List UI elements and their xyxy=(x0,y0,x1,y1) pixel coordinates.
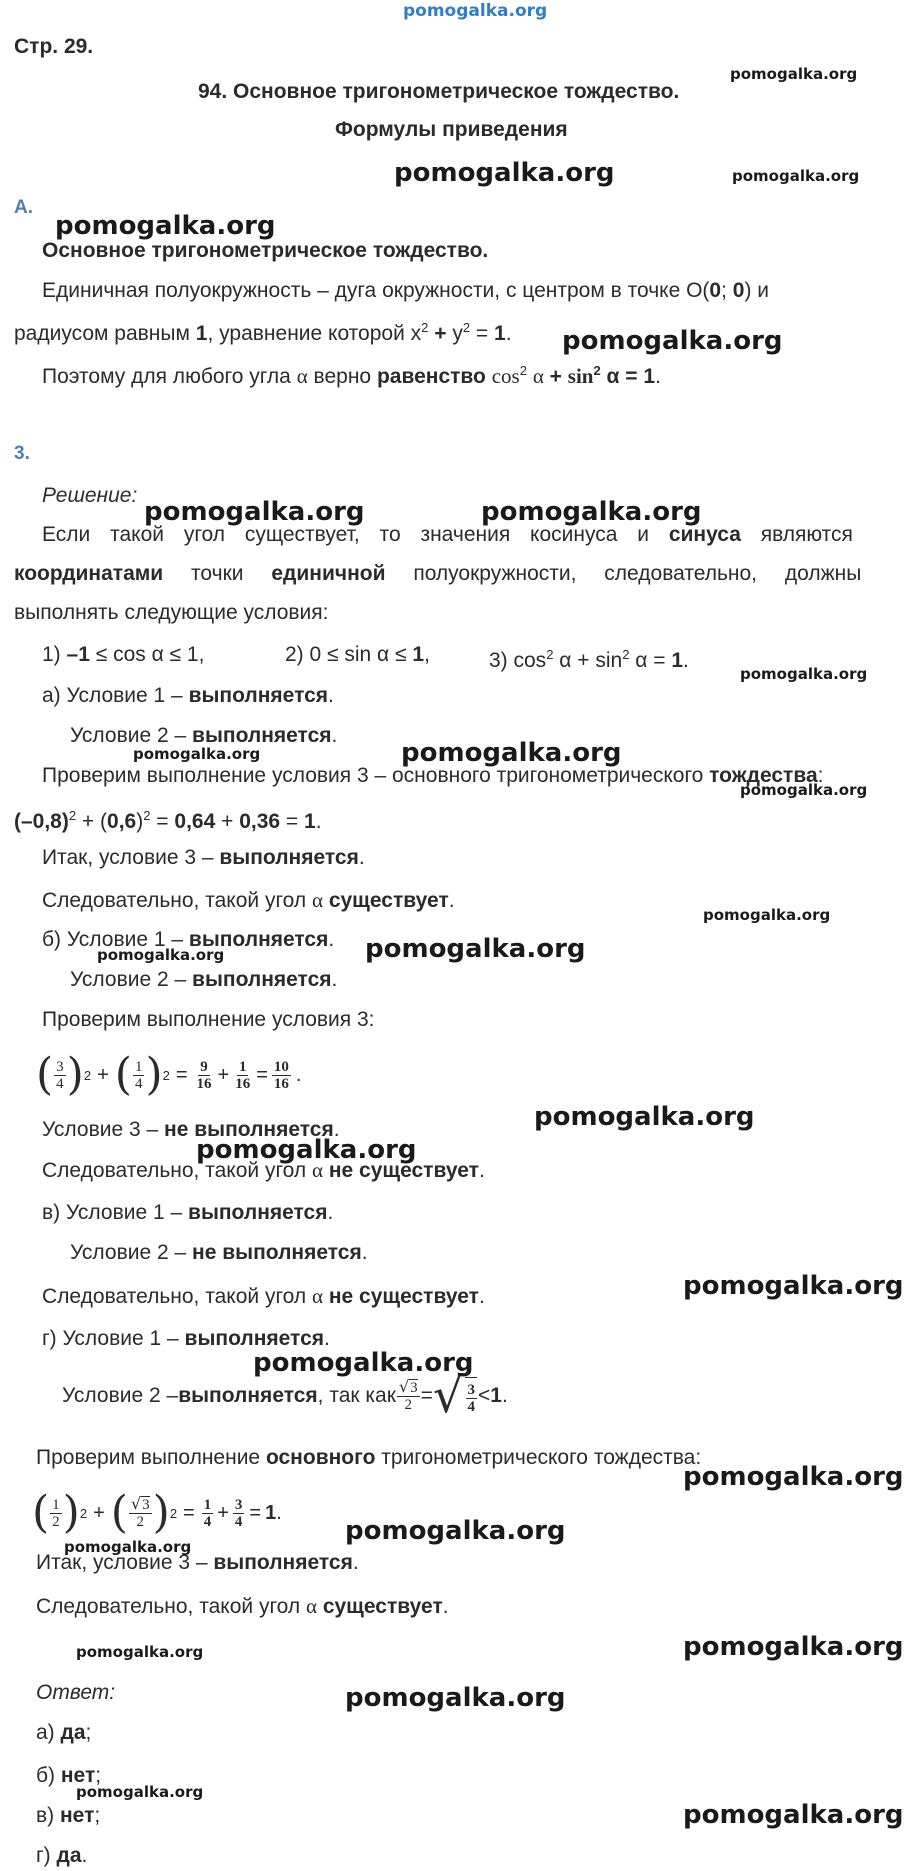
paragraph-equation: радиусом равным 1, уравнение которой $х^2 + у^2 = 1$. xyxy=(14,320,512,345)
case-g-cond3: Итак, условие 3 – выполняется. xyxy=(36,1551,359,1574)
case-g-cond2: Условие 2 – выполняется , так как $\frac{√3}{2}$ = √ $\frac{3}{4}$ < 1 . xyxy=(62,1368,508,1424)
section-a-heading: Основное тригонометрическое тождество. xyxy=(42,239,489,262)
watermark: pomogalka.org xyxy=(365,934,586,964)
watermark: pomogalka.org xyxy=(76,1783,204,1801)
intro-line-1: Если такой угол существует, то значения косинуса и синуса являются xyxy=(42,523,853,546)
intro-line-3: выполнять следующие условия: xyxy=(14,601,329,624)
answer-label: Ответ: xyxy=(36,1681,116,1704)
watermark: pomogalka.org xyxy=(534,1102,755,1132)
watermark: pomogalka.org xyxy=(345,1516,566,1546)
condition-2: 2) 0 ≤ sin α ≤ 1, xyxy=(285,643,430,666)
case-b-check: Проверим выполнение условия 3: xyxy=(42,1008,375,1031)
case-g-check: Проверим выполнение основного тригонометрического тождества: xyxy=(36,1446,702,1469)
watermark: pomogalka.org xyxy=(683,1632,904,1662)
watermark: pomogalka.org xyxy=(144,497,365,527)
case-v-cond2: Условие 2 – не выполняется. xyxy=(70,1241,368,1264)
watermark: pomogalka.org xyxy=(394,158,615,188)
section-3-label: 3. xyxy=(14,443,30,464)
watermark: pomogalka.org xyxy=(683,1271,904,1301)
case-a-check: Проверим выполнение условия 3 – основного тригонометрического тождества: xyxy=(42,764,824,787)
page-number: Стр. 29. xyxy=(14,35,94,58)
watermark: pomogalka.org xyxy=(481,497,702,527)
watermark: pomogalka.org xyxy=(740,665,868,683)
answer-g: г) да. xyxy=(36,1844,88,1867)
watermark: pomogalka.org xyxy=(64,1538,192,1556)
case-b-cond3: Условие 3 – не выполняется. xyxy=(42,1118,340,1141)
case-a-calculation: $(-0,8)^2 + (0,6)^2 = 0,64 + 0,36 = 1$. xyxy=(14,808,322,833)
page-title: 94. Основное тригонометрическое тождество. xyxy=(198,80,680,103)
section-a-label: А. xyxy=(14,197,33,218)
case-a-conclusion: Следовательно, такой угол α существует. xyxy=(42,888,455,912)
watermark: pomogalka.org xyxy=(740,781,868,799)
watermark: pomogalka.org xyxy=(97,946,225,964)
case-a-cond2: Условие 2 – выполняется. xyxy=(70,724,338,747)
watermark: pomogalka.org xyxy=(55,211,276,241)
case-a-cond3: Итак, условие 3 – выполняется. xyxy=(42,846,365,869)
paragraph-unit-circle xyxy=(42,278,914,304)
top-watermark: pomogalka.org xyxy=(403,1,548,21)
case-g-formula: ( $\frac{1}{2}$ ) 2 + ( $\frac{√3}{2}$ ) 2 = $\frac{1}{4}$ + $\frac{3}{4}$ = 1 . xyxy=(32,1487,282,1538)
case-v-cond1: в) Условие 1 – выполняется. xyxy=(42,1201,334,1224)
case-g-cond1: г) Условие 1 – выполняется. xyxy=(42,1327,330,1350)
case-b-cond2: Условие 2 – выполняется. xyxy=(70,968,338,991)
case-v-conclusion: Следовательно, такой угол α не существует. xyxy=(42,1284,485,1308)
condition-1: 1) –1 ≤ cos α ≤ 1, xyxy=(42,643,205,666)
p1-text: Единичная полуокружность – дуга окружности, с центром в точке О(0; 0) и xyxy=(42,279,770,302)
watermark: pomogalka.org xyxy=(401,738,622,768)
watermark: pomogalka.org xyxy=(562,326,783,356)
watermark: pomogalka.org xyxy=(730,65,858,83)
watermark: pomogalka.org xyxy=(703,906,831,924)
page-subtitle: Формулы приведения xyxy=(335,118,568,141)
watermark: pomogalka.org xyxy=(196,1135,417,1165)
paragraph-identity: Поэтому для любого угла α верно равенство $\cos^2 \alpha + \sin^2 \alpha = 1$. xyxy=(42,363,661,388)
watermark: pomogalka.org xyxy=(133,745,261,763)
answer-v: в) нет; xyxy=(36,1804,101,1827)
watermark: pomogalka.org xyxy=(345,1683,566,1713)
case-a-cond1: а) Условие 1 – выполняется. xyxy=(42,684,334,707)
case-g-conclusion: Следовательно, такой угол α существует. xyxy=(36,1594,449,1618)
watermark: pomogalka.org xyxy=(683,1800,904,1830)
answer-a: а) да; xyxy=(36,1721,92,1744)
intro-line-2: координатами точки единичной полуокружности, следовательно, должны xyxy=(14,562,862,585)
answer-b: б) нет; xyxy=(36,1764,102,1787)
case-b-cond1: б) Условие 1 – выполняется. xyxy=(42,928,335,951)
case-b-conclusion: Следовательно, такой угол α не существует. xyxy=(42,1158,485,1182)
watermark: pomogalka.org xyxy=(76,1643,204,1661)
watermark: pomogalka.org xyxy=(732,167,860,185)
solution-label: Решение: xyxy=(42,484,138,507)
watermark: pomogalka.org xyxy=(253,1348,474,1378)
case-b-formula: ( $\frac{3}{4}$ ) 2 + ( $\frac{1}{4}$ ) 2 = $\frac{9}{16}$ + $\frac{1}{16}$ = $\frac{10}{16}$ . xyxy=(36,1049,302,1100)
watermark: pomogalka.org xyxy=(683,1462,904,1492)
condition-3: 3) $\cos^2 \alpha + \sin^2 \alpha = 1$. xyxy=(489,647,689,672)
